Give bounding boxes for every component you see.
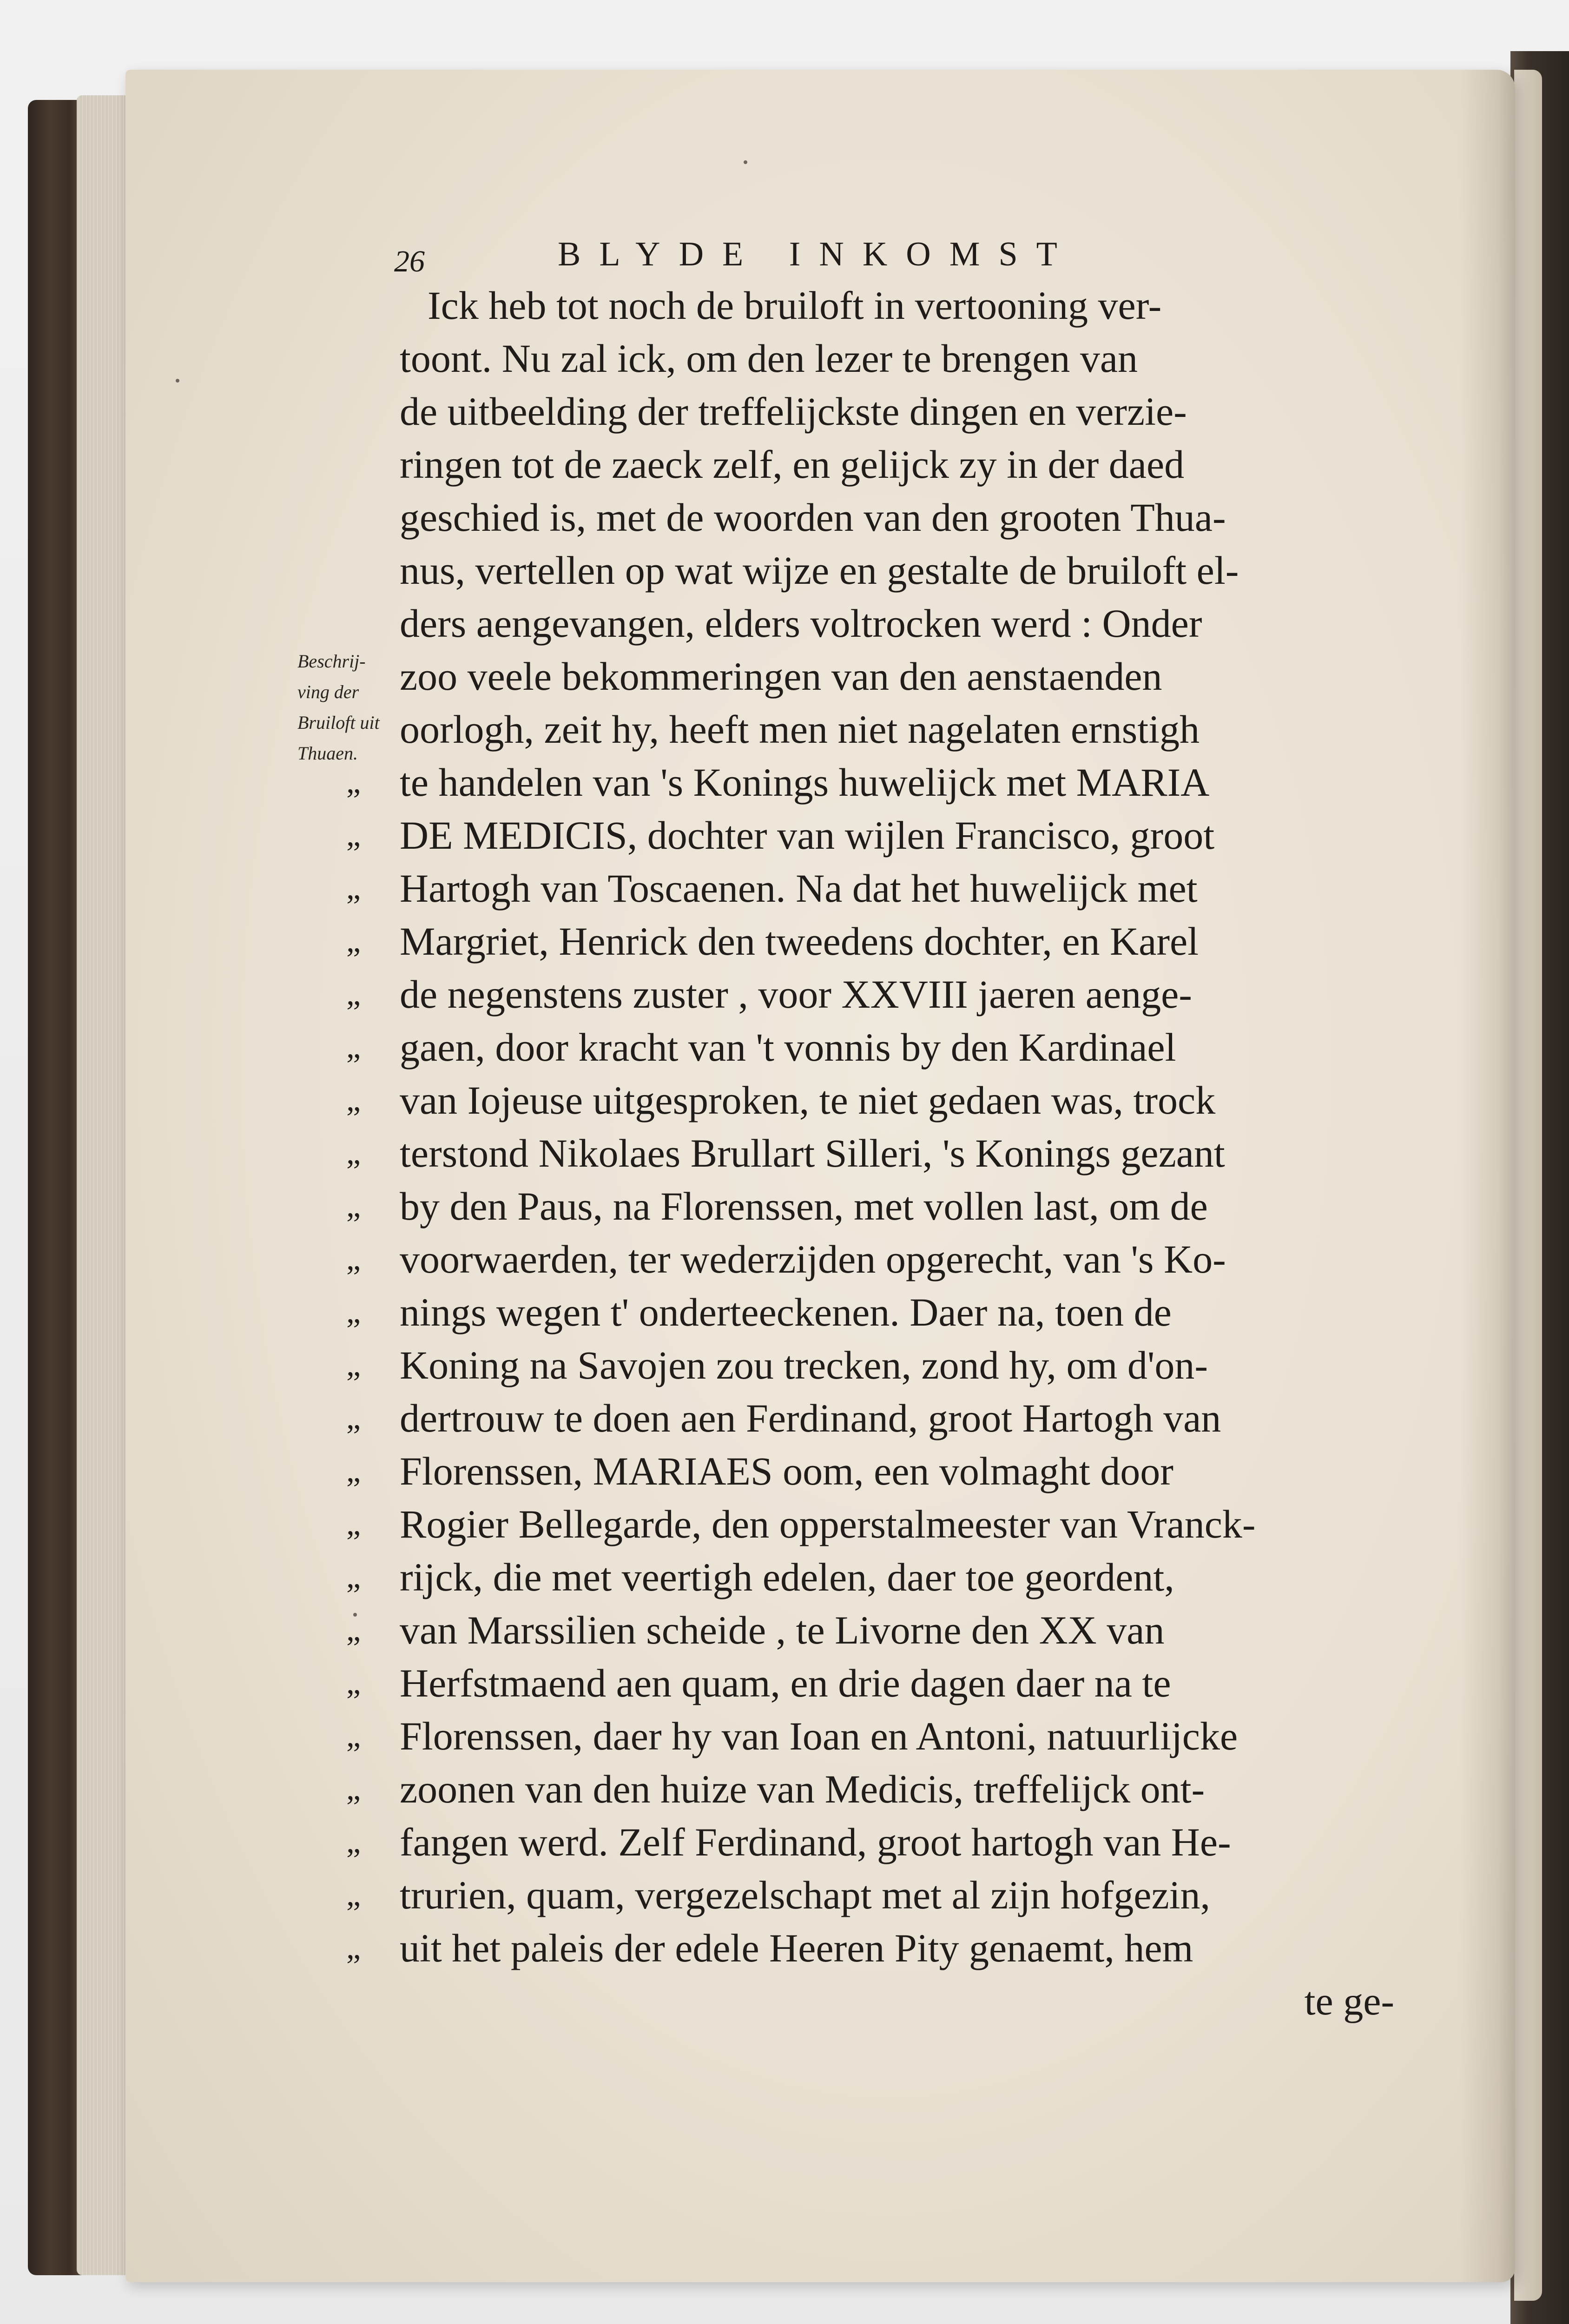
text-line [346, 862, 1413, 915]
text-line [363, 385, 1413, 438]
text-line [346, 1392, 1413, 1445]
text-line [346, 809, 1413, 862]
page-curl-shadow [1459, 70, 1515, 2282]
quote-mark: „ [346, 764, 361, 800]
line-text: oorlogh, zeit hy, heeft men niet nagelaten ernstigh [400, 707, 1200, 752]
line-text: zoo veele bekommeringen van den aenstaenden [400, 654, 1162, 699]
line-text: fangen werd. Zelf Ferdinand, groot hartogh van He- [400, 1820, 1231, 1864]
quote-mark: „ [346, 1294, 361, 1330]
line-text: Margriet, Henrick den tweedens dochter, en Karel [400, 919, 1199, 964]
text-line [346, 1286, 1413, 1339]
line-text: Ick heb tot noch de bruiloft in vertooning ver- [428, 283, 1162, 328]
text-line [363, 438, 1413, 491]
quote-mark: „ [346, 1718, 361, 1754]
line-text: de negenstens zuster , voor XXVIII jaeren aenge- [400, 972, 1192, 1017]
line-text: terstond Nikolaes Brullart Silleri, 's Konings gezant [400, 1131, 1225, 1175]
text-line [346, 1551, 1413, 1604]
margin-note-line: Bruiloft uit [297, 712, 380, 733]
quote-mark: „ [346, 1665, 361, 1701]
quote-mark: „ [346, 1241, 361, 1277]
margin-note-line: ving der [297, 681, 359, 702]
quote-mark: „ [346, 1824, 361, 1860]
line-text: de uitbeelding der treffelijckste dingen en verzie- [400, 389, 1187, 434]
quote-mark: „ [346, 976, 361, 1012]
text-line [346, 1710, 1413, 1763]
text-line [346, 968, 1413, 1021]
quote-mark: „ [346, 1559, 361, 1595]
line-text: nus, vertellen op wat wijze en gestalte de bruiloft el- [400, 548, 1239, 593]
quote-mark: „ [346, 1400, 361, 1436]
line-text: Hartogh van Toscaenen. Na dat het huwelijck met [400, 866, 1198, 911]
line-text: trurien, quam, vergezelschapt met al zijn hofgezin, [400, 1873, 1211, 1917]
text-line [346, 1021, 1413, 1074]
text-line [346, 1074, 1413, 1127]
quote-mark: „ [346, 1082, 361, 1118]
line-text: rijck, die met veertigh edelen, daer toe geordent, [400, 1555, 1174, 1599]
text-line [346, 1763, 1413, 1816]
line-text: gaen, door kracht van 't vonnis by den Kardinael [400, 1025, 1176, 1070]
quote-mark: „ [346, 1135, 361, 1171]
text-line [346, 1127, 1413, 1180]
text-line [346, 915, 1413, 968]
paper-speck [176, 379, 179, 383]
catchword-line [363, 1974, 1413, 2027]
line-text: van Iojeuse uitgesproken, te niet gedaen was, trock [400, 1078, 1216, 1122]
text-line [346, 756, 1413, 809]
book-cover-spine [28, 100, 84, 2275]
text-line [363, 279, 1413, 332]
quote-mark: „ [346, 870, 361, 906]
body-text [346, 279, 1413, 2027]
line-text: Rogier Bellegarde, den opperstalmeester van Vranck- [400, 1502, 1256, 1546]
line-text: nings wegen t' onderteeckenen. Daer na, toen de [400, 1290, 1172, 1334]
quote-mark: „ [346, 923, 361, 959]
text-line [346, 1921, 1413, 1974]
quote-mark: „ [346, 1506, 361, 1542]
quote-mark: „ [346, 817, 361, 853]
line-text: toont. Nu zal ick, om den lezer te brengen van [400, 336, 1138, 381]
line-text: voorwaerden, ter wederzijden opgerecht, van 's Ko- [400, 1237, 1226, 1281]
text-line [346, 1180, 1413, 1233]
line-text: Florenssen, MARIAES oom, een volmaght door [400, 1449, 1173, 1493]
text-line [363, 491, 1413, 544]
text-line [346, 1868, 1413, 1921]
paper-speck [744, 160, 747, 164]
line-text: ringen tot de zaeck zelf, en gelijck zy in der daed [400, 442, 1185, 487]
text-line [346, 1233, 1413, 1286]
text-line [346, 1657, 1413, 1710]
quote-mark: „ [346, 1612, 361, 1648]
line-text: Florenssen, daer hy van Ioan en Antoni, natuurlijcke [400, 1714, 1238, 1758]
running-head: BLYDE INKOMST [558, 235, 1076, 273]
line-text: DE MEDICIS, dochter van wijlen Francisco, groot [400, 813, 1215, 858]
line-text: dertrouw te doen aen Ferdinand, groot Hartogh van [400, 1396, 1221, 1440]
quote-mark: „ [346, 1347, 361, 1383]
text-line [363, 650, 1413, 703]
line-text: by den Paus, na Florenssen, met vollen last, om de [400, 1184, 1208, 1228]
text-line [363, 703, 1413, 756]
line-text: van Marssilien scheide , te Livorne den XX van [400, 1608, 1165, 1652]
line-text: uit het paleis der edele Heeren Pity genaemt, hem [400, 1926, 1193, 1970]
line-text: ders aengevangen, elders voltrocken werd : Onder [400, 601, 1202, 646]
catchword: te ge- [1304, 1979, 1394, 2023]
text-line [363, 544, 1413, 597]
text-line [346, 1445, 1413, 1498]
line-text: zoonen van den huize van Medicis, treffelijck ont- [400, 1767, 1205, 1811]
line-text: te handelen van 's Konings huwelijck met MARIA [400, 760, 1210, 805]
margin-note-line: Beschrij- [297, 651, 366, 672]
line-text: geschied is, met de woorden van den grooten Thua- [400, 495, 1226, 540]
quote-mark: „ [346, 1930, 361, 1966]
quote-mark: „ [346, 1029, 361, 1065]
text-line [363, 332, 1413, 385]
line-text: Koning na Savojen zou trecken, zond hy, om d'on- [400, 1343, 1208, 1387]
margin-note-line: Thuaen. [297, 743, 358, 764]
line-text: Herfstmaend aen quam, en drie dagen daer na te [400, 1661, 1171, 1705]
text-line [346, 1498, 1413, 1551]
text-line [346, 1339, 1413, 1392]
quote-mark: „ [346, 1771, 361, 1807]
page-number: 26 [394, 244, 425, 278]
facing-page-sliver [1514, 70, 1542, 2301]
text-line [346, 1604, 1413, 1657]
text-line [363, 597, 1413, 650]
quote-mark: „ [346, 1453, 361, 1489]
quote-mark: „ [346, 1188, 361, 1224]
quote-mark: „ [346, 1877, 361, 1913]
text-line [346, 1816, 1413, 1868]
